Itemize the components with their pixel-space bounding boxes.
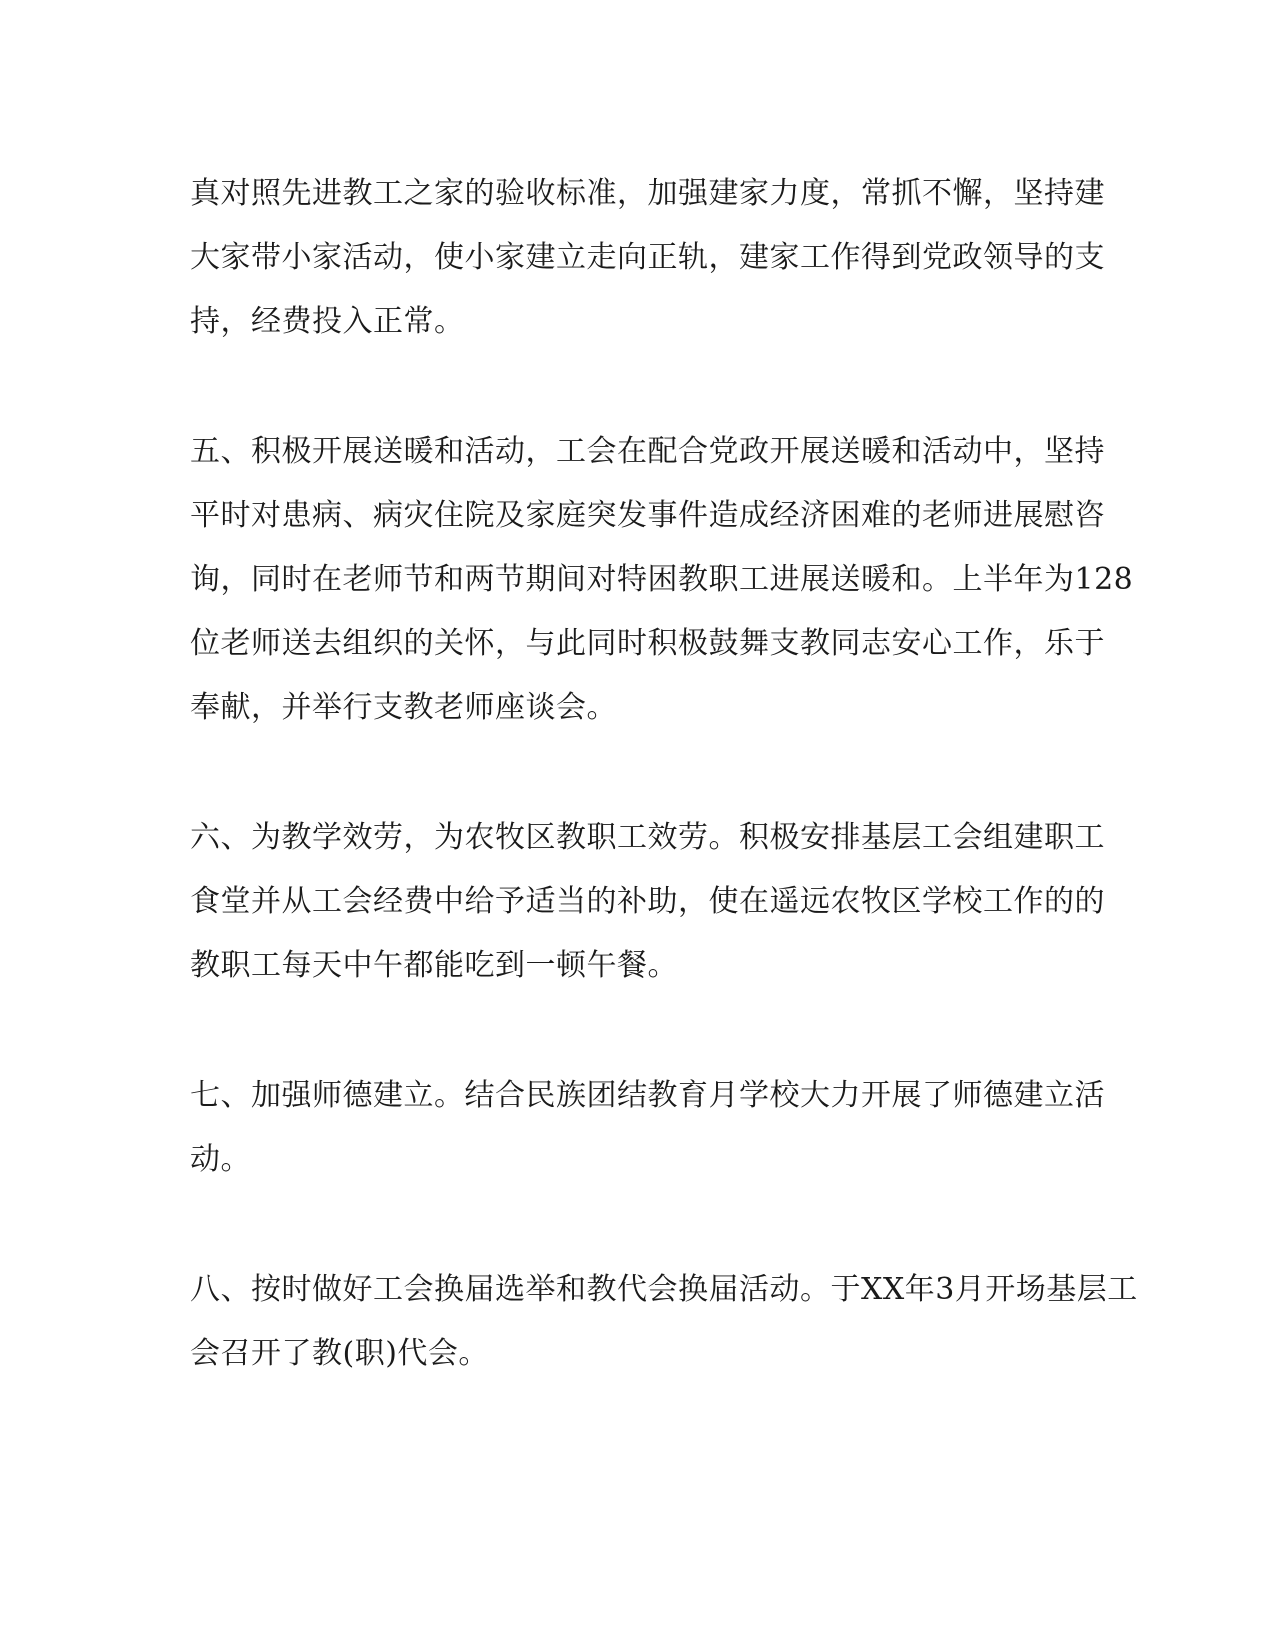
text-line: 平时对患病、病灾住院及家庭突发事件造成经济困难的老师进展慰咨 <box>190 498 1105 533</box>
paragraph-7 <box>190 1064 1105 1192</box>
text-line: 询，同时在老师节和两节期间对特困教职工进展送暖和。上半年为128 <box>190 562 1134 597</box>
text-line: 会召开了教(职)代会。 <box>190 1336 489 1371</box>
text-line: 五、积极开展送暖和活动，工会在配合党政开展送暖和活动中，坚持 <box>190 434 1105 469</box>
text-line: 六、为教学效劳，为农牧区教职工效劳。积极安排基层工会组建职工 <box>190 820 1105 855</box>
text-line: 七、加强师德建立。结合民族团结教育月学校大力开展了师德建立活 <box>190 1078 1105 1113</box>
text-line: 位老师送去组织的关怀，与此同时积极鼓舞支教同志安心工作，乐于 <box>190 626 1105 661</box>
paragraph-6 <box>190 806 1105 998</box>
paragraph-5 <box>190 420 1134 740</box>
text-line: 真对照先进教工之家的验收标准，加强建家力度，常抓不懈，坚持建 <box>190 176 1105 211</box>
text-line: 教职工每天中午都能吃到一顿午餐。 <box>190 948 678 983</box>
paragraph-4-continuation <box>190 162 1105 354</box>
text-line: 动。 <box>190 1142 251 1177</box>
document-body <box>190 162 1138 1452</box>
text-line: 奉献，并举行支教老师座谈会。 <box>190 690 617 725</box>
text-line: 八、按时做好工会换届选举和教代会换届活动。于XX年3月开场基层工 <box>190 1272 1138 1307</box>
text-line: 大家带小家活动，使小家建立走向正轨，建家工作得到党政领导的支 <box>190 240 1105 275</box>
text-line: 持，经费投入正常。 <box>190 304 465 339</box>
text-line: 食堂并从工会经费中给予适当的补助，使在遥远农牧区学校工作的的 <box>190 884 1105 919</box>
paragraph-8 <box>190 1258 1138 1386</box>
